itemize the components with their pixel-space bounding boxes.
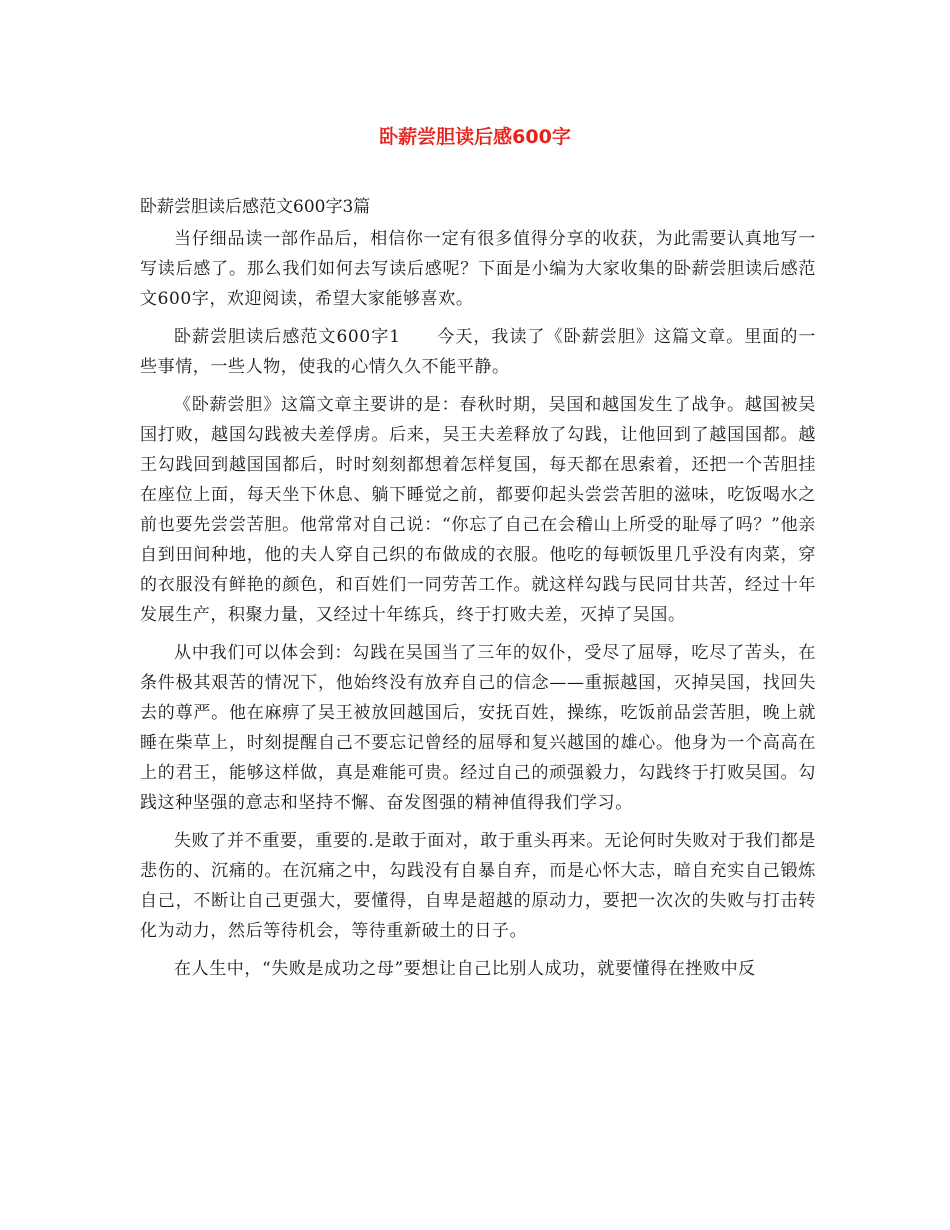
paragraph-intro: 当仔细品读一部作品后，相信你一定有很多值得分享的收获，为此需要认真地写一写读后感了。那么我们如何去写读后感呢？下面是小编为大家收集的卧薪尝胆读后感范文600字，欢迎阅读，希望大家能够喜欢。 <box>140 229 816 309</box>
paragraph-essay-1-opening: 卧薪尝胆读后感范文600字1 今天，我读了《卧薪尝胆》这篇文章。里面的一些事情，一些人物，使我的心情久久不能平静。 <box>140 327 816 377</box>
document-subtitle: 卧薪尝胆读后感范文600字3篇 <box>140 197 371 217</box>
document-body <box>140 192 816 984</box>
paragraph-reflection: 从中我们可以体会到：勾践在吴国当了三年的奴仆，受尽了屈辱，吃尽了苦头，在条件极其艰苦的情况下，他始终没有放弃自己的信念——重振越国，灭掉吴国，找回失去的尊严。他在麻痹了吴王被放回越国后，安抚百姓，操练，吃饭前品尝苦胆，晚上就睡在柴草上，时刻提醒自己不要忘记曾经的屈辱和复兴越国的雄心。他身为一个高高在上的君王，能够这样做，真是难能可贵。经过自己的顽强毅力，勾践终于打败吴国。勾践这种坚强的意志和坚持不懈、奋发图强的精神值得我们学习。 <box>140 643 816 813</box>
document-title: 卧薪尝胆读后感600字 <box>379 126 571 148</box>
paragraph-story-summary: 《卧薪尝胆》这篇文章主要讲的是：春秋时期，吴国和越国发生了战争。越国被吴国打败，越国勾践被夫差俘虏。后来，吴王夫差释放了勾践，让他回到了越国国都。越王勾践回到越国国都后，时时刻刻都想着怎样复国，每天都在思索着，还把一个苦胆挂在座位上面，每天坐下休息、躺下睡觉之前，都要仰起头尝尝苦胆的滋味，吃饭喝水之前也要先尝尝苦胆。他常常对自己说：“你忘了自己在会稽山上所受的耻辱了吗？”他亲自到田间种地，他的夫人穿自己织的布做成的衣服。他吃的每顿饭里几乎没有肉菜，穿的衣服没有鲜艳的颜色，和百姓们一同劳苦工作。就这样勾践与民同甘共苦，经过十年发展生产，积聚力量，又经过十年练兵，终于打败夫差，灭掉了吴国。 <box>140 395 816 625</box>
paragraph-failure: 失败了并不重要，重要的.是敢于面对，敢于重头再来。无论何时失败对于我们都是悲伤的、沉痛的。在沉痛之中，勾践没有自暴自弃，而是心怀大志，暗自充实自己锻炼自己，不断让自己更强大，要懂得，自卑是超越的原动力，要把一次次的失败与打击转化为动力，然后等待机会，等待重新破土的日子。 <box>140 831 816 941</box>
paragraph-life: 在人生中，“失败是成功之母”要想让自己比别人成功，就要懂得在挫败中反 <box>174 959 756 979</box>
